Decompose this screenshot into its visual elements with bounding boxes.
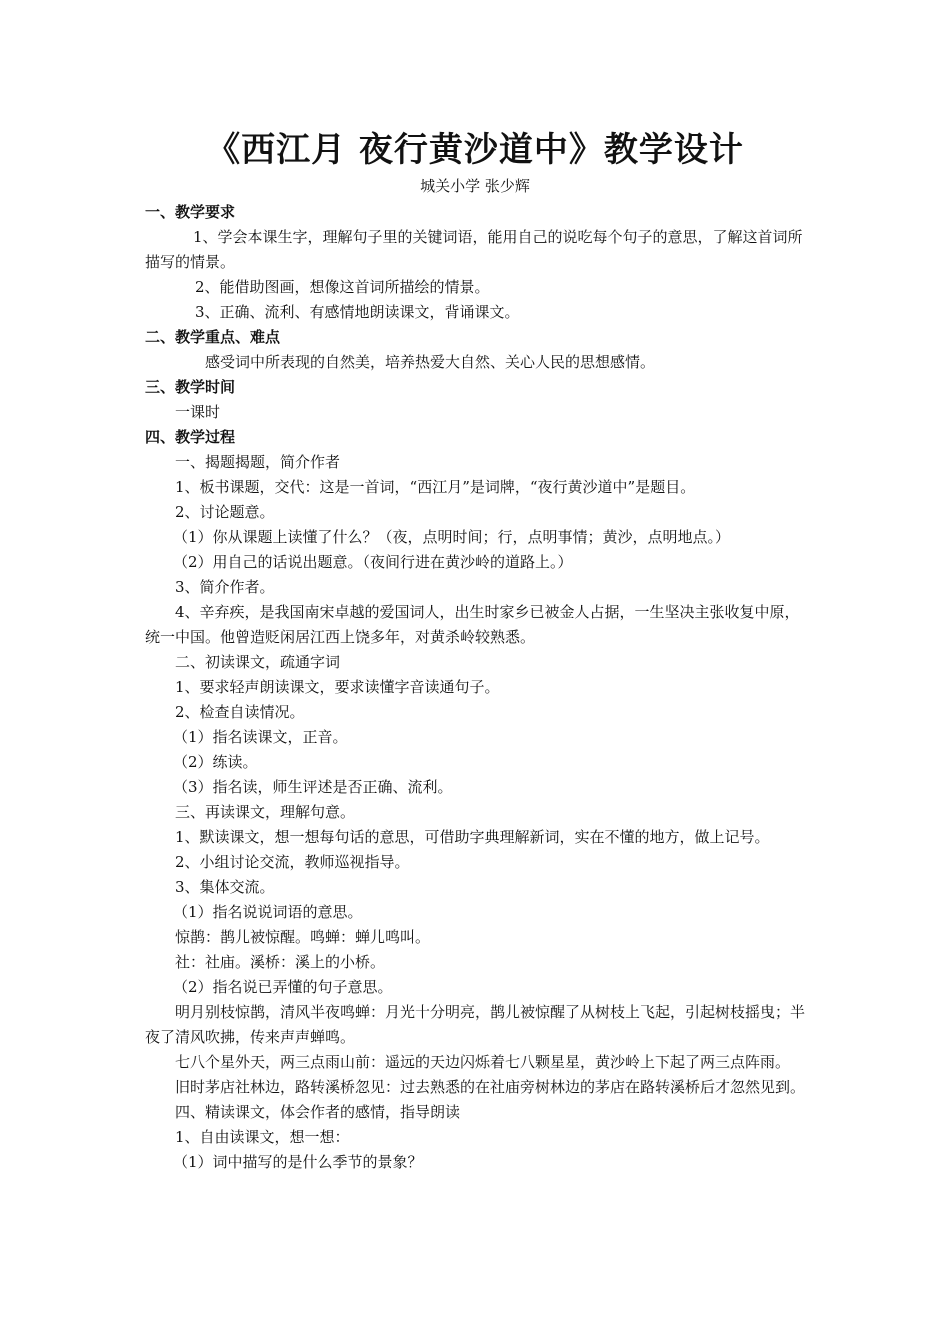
- list-item: 一、揭题揭题，简介作者: [175, 453, 341, 471]
- list-item: 二、初读课文，疏通字词: [175, 653, 341, 671]
- section-heading-process: 四、教学过程: [145, 428, 236, 446]
- list-item: 1、要求轻声朗读课文，要求读懂字音读通句子。: [175, 678, 500, 696]
- paragraph: 3、正确、流利、有感情地朗读课文，背诵课文。: [195, 303, 520, 321]
- list-item: 惊鹊：鹊儿被惊醒。鸣蝉：蝉儿鸣叫。: [175, 928, 431, 946]
- author-line: 城关小学 张少辉: [420, 177, 530, 195]
- list-item: 社：社庙。溪桥：溪上的小桥。: [175, 953, 386, 971]
- paragraph: 明月别枝惊鹊，清风半夜鸣蝉：月光十分明亮，鹊儿被惊醒了从树枝上飞起，引起树枝摇曳；半夜了清风吹拂，传来声声蝉鸣。: [145, 1003, 806, 1046]
- section-heading-requirements: 一、教学要求: [145, 203, 236, 221]
- list-item: 1、默读课文，想一想每句话的意思，可借助字典理解新词，实在不懂的地方，做上记号。: [175, 828, 770, 846]
- list-item: 3、集体交流。: [175, 878, 275, 896]
- paragraph: 感受词中所表现的自然美，培养热爱大自然、关心人民的思想感情。: [205, 353, 656, 371]
- list-item: 三、再读课文，理解句意。: [175, 803, 356, 821]
- list-item: 1、自由读课文，想一想：: [175, 1128, 350, 1146]
- paragraph: 七八个星外天，两三点雨山前：遥远的天边闪烁着七八颗星星，黄沙岭上下起了两三点阵雨。: [175, 1053, 791, 1071]
- list-item: （1）你从课题上读懂了什么？（夜，点明时间；行，点明事情；黄沙，点明地点。）: [173, 528, 731, 546]
- paragraph: 旧时茅店社林边，路转溪桥忽见：过去熟悉的在社庙旁树林边的茅店在路转溪桥后才忽然见到。: [175, 1078, 806, 1096]
- list-item: （1）指名读课文，正音。: [173, 728, 348, 746]
- list-item: （2）用自己的话说出题意。（夜间行进在黄沙岭的道路上。）: [173, 553, 573, 571]
- paragraph: 一课时: [175, 403, 221, 421]
- list-item: 2、小组讨论交流，教师巡视指导。: [175, 853, 410, 871]
- list-item: 3、简介作者。: [175, 578, 275, 596]
- list-item: 2、检查自读情况。: [175, 703, 305, 721]
- paragraph: 2、能借助图画，想像这首词所描绘的情景。: [195, 278, 490, 296]
- document-title: 《西江月 夜行黄沙道中》教学设计: [206, 130, 744, 170]
- section-heading-key-points: 二、教学重点、难点: [145, 328, 281, 346]
- list-item: （2）指名说已弄懂的句子意思。: [173, 978, 393, 996]
- list-item: 四、精读课文，体会作者的感情，指导朗读: [175, 1103, 461, 1121]
- list-item: （1）词中描写的是什么季节的景象？: [173, 1153, 423, 1171]
- list-item: （1）指名说说词语的意思。: [173, 903, 363, 921]
- section-heading-time: 三、教学时间: [145, 378, 236, 396]
- list-item: 1、板书课题，交代：这是一首词，“西江月”是词牌，“夜行黄沙道中”是题目。: [175, 478, 696, 496]
- paragraph: 1、学会本课生字，理解句子里的关键词语，能用自己的说吃每个句子的意思，了解这首词所描写的情景。: [145, 228, 803, 271]
- list-item: （2）练读。: [173, 753, 258, 771]
- paragraph: 4、辛弃疾，是我国南宋卓越的爱国词人，出生时家乡已被金人占据，一生坚决主张收复中原，统一中国。他曾造贬闲居江西上饶多年，对黄杀岭较熟悉。: [145, 603, 800, 646]
- list-item: 2、讨论题意。: [175, 503, 275, 521]
- document-body: [145, 200, 813, 1175]
- list-item: （3）指名读，师生评述是否正确、流利。: [173, 778, 453, 796]
